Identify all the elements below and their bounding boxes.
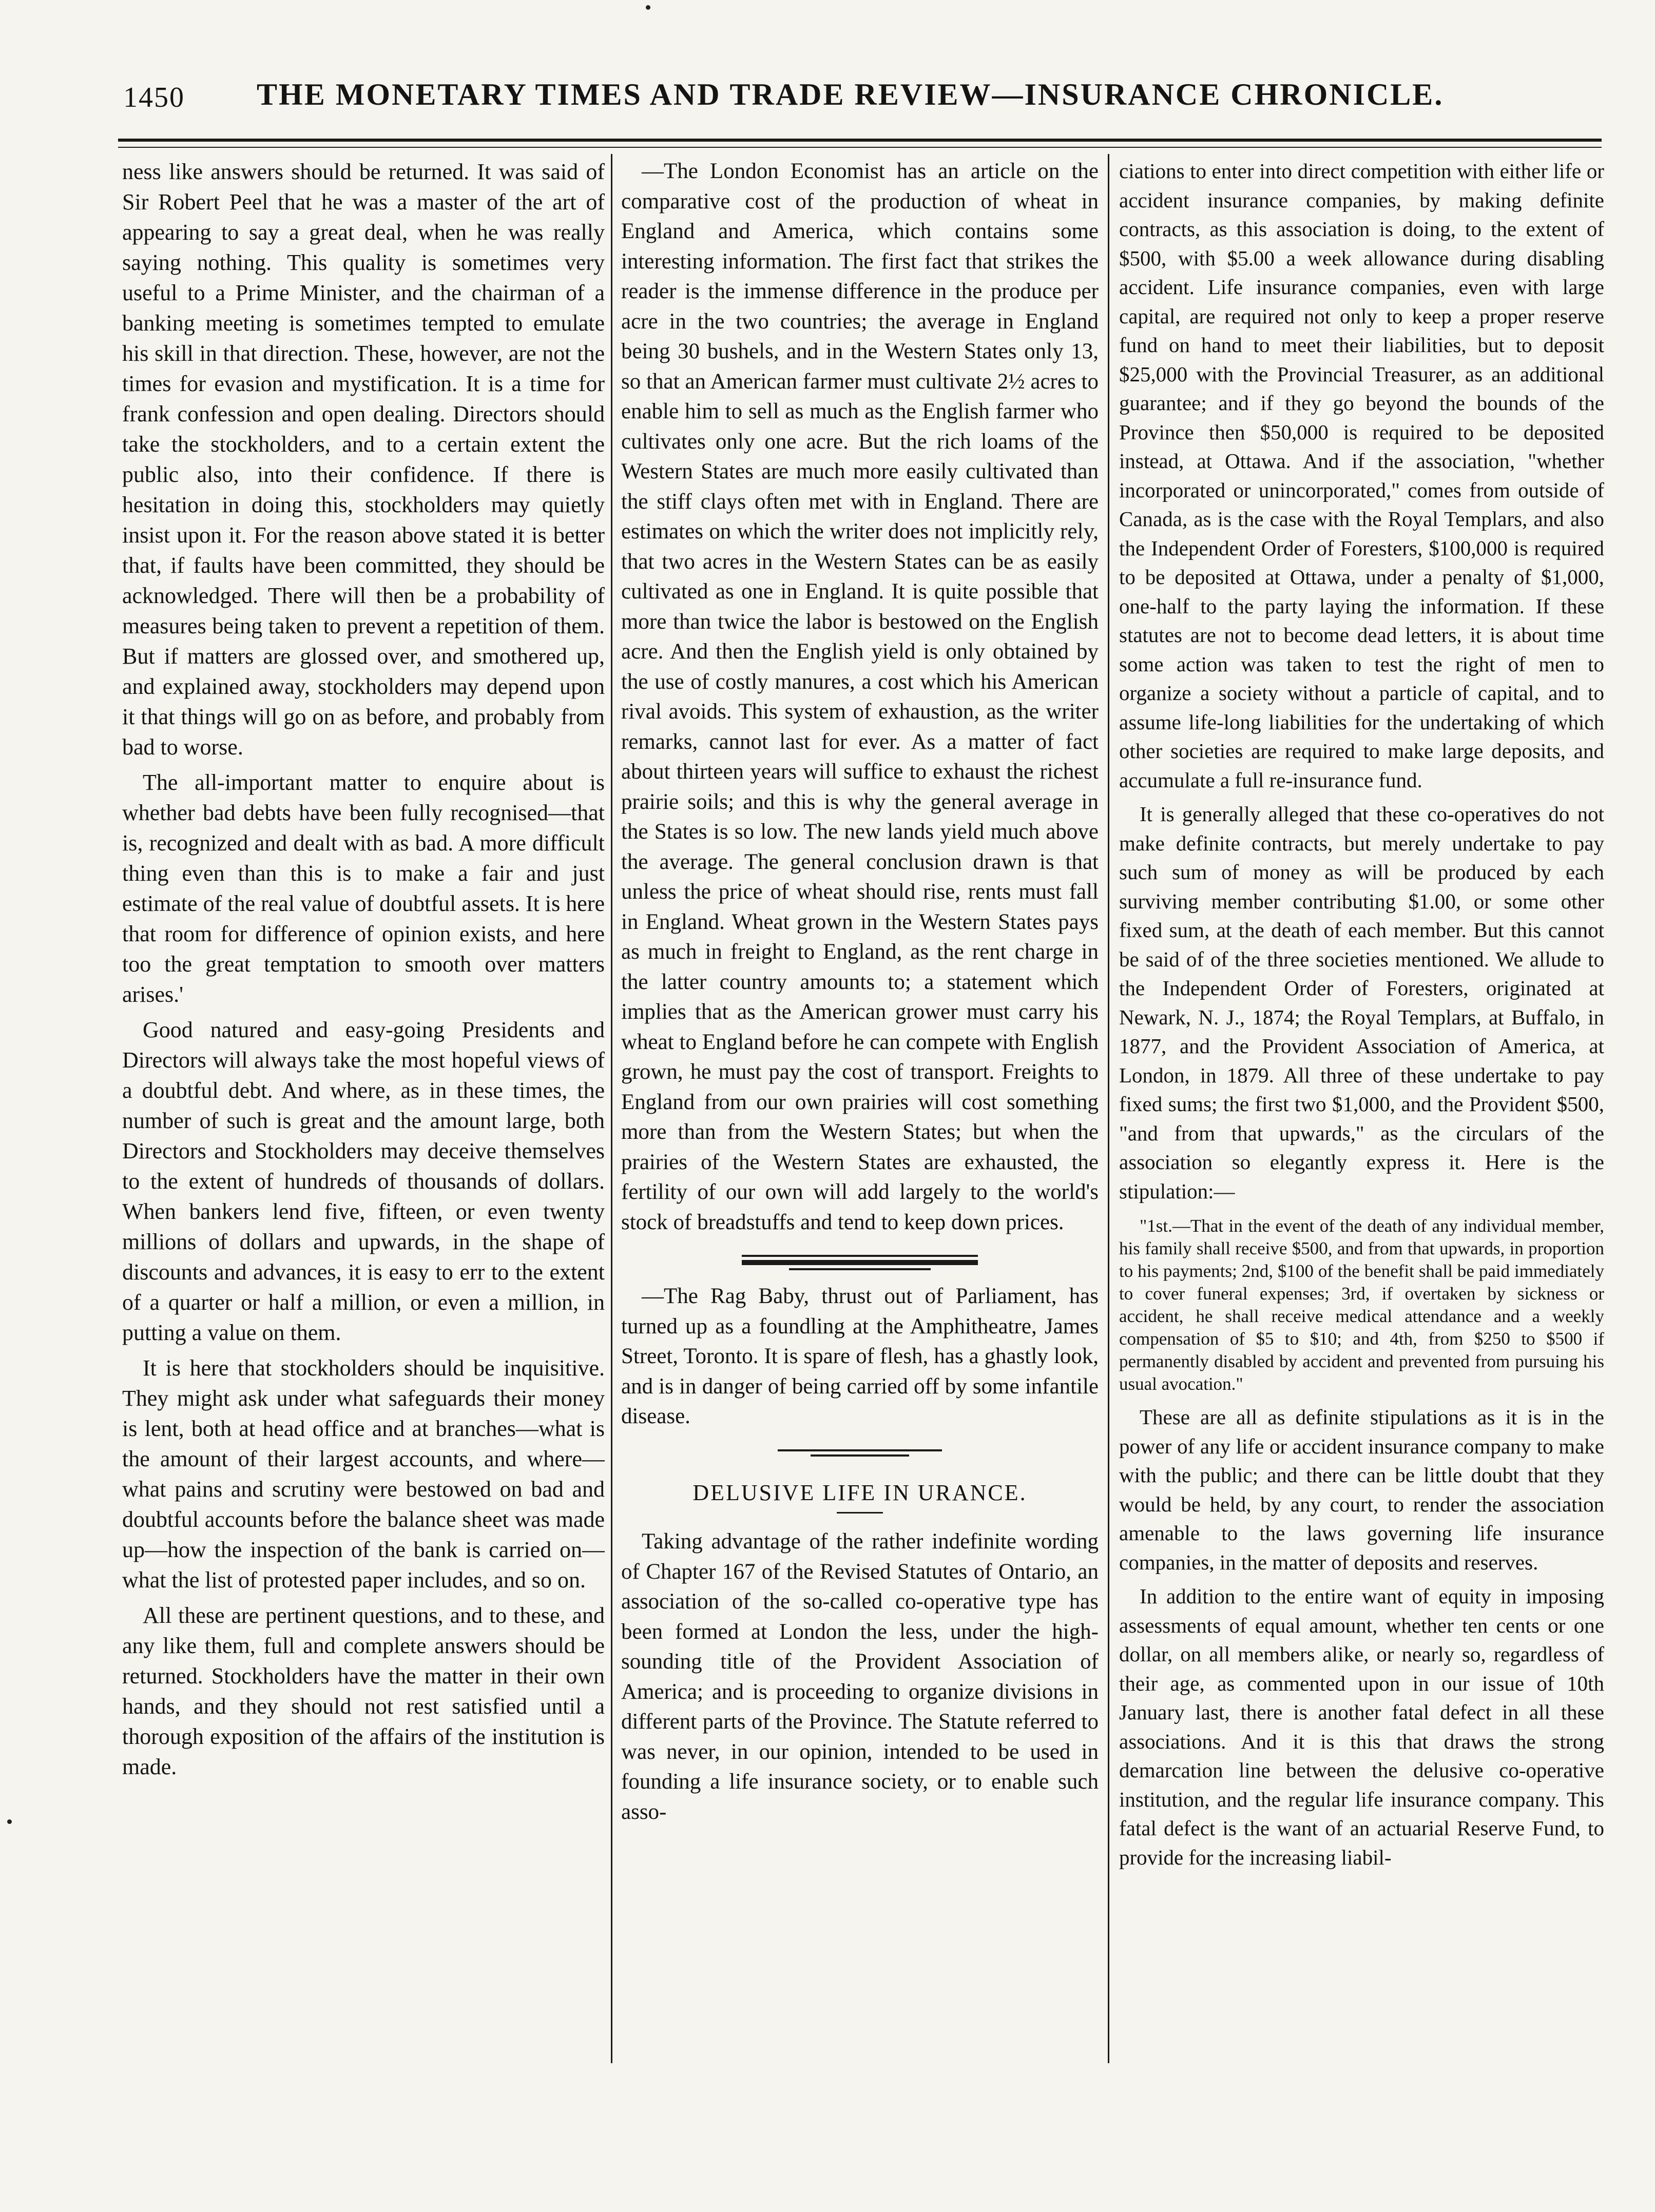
col1-paragraph-3: Good natured and easy-going Presidents and Directors will always take the most hopeful views of a doubtful debt. And where, as in these times, the number of such is great and the amount large, both Directors and Stockholders may deceive themselves to the extent of hundreds of thousands of dollars. When bankers lend five, fifteen, or even twenty millions of dollars and upwards, in the shape of discounts and advances, it is easy to err to the extent of a quarter or half a million, or even a million, in putting a value on them.	[122, 1017, 605, 1345]
header-rule-thin	[118, 147, 1602, 148]
col3-paragraph-4: In addition to the entire want of equity in imposing assessments of equal amount, whether ten cents or one dollar, on all members alike, or nearly so, regardless of their age, as commented upon in our issue of 10th January last, there is another fatal defect in all these associations. And it is this that draws the strong demarcation line between the delusive co-operative institution, and the regular life insurance company. This fatal defect is the want of an actuarial Reserve Fund, to provide for the increasing liabil-	[1119, 1584, 1604, 1869]
col1-paragraph-5: All these are pertinent questions, and to these, and any like them, full and complete answers should be returned. Stockholders have the matter in their own hands, and they should not rest satisfied until a thorough exposition of the affairs of the institution is made.	[122, 1603, 605, 1779]
heading-rule	[837, 1512, 883, 1514]
header-rule-thick	[118, 139, 1602, 142]
col3-paragraph-3: These are all as definite stipulations as it is in the power of any life or accident insurance company to make with the public; and there can be little doubt that they would be held, by any court, to render the association amenable to the laws governing life insurance companies, in the matter of deposits and reserves.	[1119, 1405, 1604, 1574]
col2-paragraph-1: —The London Economist has an article on the comparative cost of the production of wheat in England and America, which contains some interesting information. The first fact that strikes the reader is the immense difference in the produce per acre in the two countries; the average in England being 30 bushels, and in the Western States only 13, so that an American farmer must cultivate 2½ acres to enable him to sell as much as the English farmer who cultivates only one acre. But the rich loams of the Western States are much more easily cultivated than the stiff clays often met with in England. There are estimates on which the writer does not implicitly rely, that two acres in the Western States can be as easily cultivated as one in England. It is quite possible that more than twice the labor is bestowed on the English acre. And then the English yield is only obtained by the use of costly manures, a cost which his American rival avoids. This system of exhaustion, as the writer remarks, cannot last for ever. As a matter of fact about thirteen years will suffice to exhaust the richest prairie soils; and this is why the general average in the States is so low. The new lands yield much above the average. The general conclusion drawn is that unless the price of wheat should rise, rents must fall in England. Wheat grown in the Western States pays as much in freight to England, as the rent charge in the latter country amounts to; a statement which implies that as the American grower must carry his wheat to England before he can compete with English grown, he must pay the cost of transport. Freights to England from our own prairies will cost something more than from the Western States; but when the prairies of the Western States are exhausted, the fertility of our own will add largely to the world's stock of breadstuffs and tend to keep down prices.	[621, 159, 1099, 1234]
col3-paragraph-1: ciations to enter into direct competition with either life or accident insurance companies, by making definite contracts, as this association is doing, to the extent of $500, with $5.00 a week allowance during disabling accident. Life insurance companies, even with large capital, are required not only to keep a proper reserve fund on hand to meet their liabilities, but to deposit $25,000 with the Provincial Treasurer, as an additional guarantee; and if they go beyond the bounds of the Province then $50,000 is required to be deposited instead, at Ottawa. And if the association, "whether incorporated or unincorporated," comes from outside of Canada, as is the case with the Royal Templars, and also the Independent Order of Foresters, $100,000 is required to be deposited at Ottawa, under a penalty of $1,000, one-half to the party laying the information. If these statutes are not to become dead letters, it is about time some action was taken to test the right of men to organize a society without a particle of capital, and to assume life-long liabilities for the undertaking of which other societies are required to make large deposits, and accumulate a full re-insurance fund.	[1119, 159, 1604, 792]
column-3	[1119, 157, 1604, 2071]
col1-paragraph-2: The all-important matter to enquire about is whether bad debts have been fully recognised—that is, recognized and dealt with as bad. A more difficult thing even than this is to make a fair and just estimate of the real value of doubtful assets. It is here that room for difference of opinion exists, and here too the great temptation to smooth over matters arises.'	[122, 770, 605, 1007]
col1-paragraph-1: ness like answers should be returned. It was said of Sir Robert Peel that he was a master of the art of appearing to say a great deal, when he was really saying nothing. This quality is sometimes very useful to a Prime Minister, and the chairman of a banking meeting is sometimes tempted to emulate his skill in that direction. These, however, are not the times for evasion and mystification. It is a time for frank confession and open dealing. Directors should take the stockholders, and to a certain extent the public also, into their confidence. If there is hesitation in doing this, stockholders may quietly insist upon it. For the reason above stated it is better that, if faults have been committed, they should be acknowledged. There will then be a probability of measures being taken to prevent a repetition of them. But if matters are glossed over, and smothered up, and explained away, stockholders may depend upon it that things will go on as before, and probably from bad to worse.	[122, 159, 605, 760]
column-1	[122, 157, 605, 2071]
column-2	[621, 157, 1099, 2071]
col3-paragraph-2: It is generally alleged that these co-operatives do not make definite contracts, but merely undertake to pay such sum of money as will be produced by each surviving member contributing $1.00, or some other fixed sum, at the death of each member. But this cannot be said of of the three societies mentioned. We allude to the Independent Order of Foresters, originated at Newark, N. J., 1874; the Royal Templars, at Buffalo, in 1877, and the Provident Association of America, at London, in 1879. All three of these undertake to pay fixed sums; the first two $1,000, and the Provident $500, "and from that upwards," as the circulars of the association so elegantly express it. Here is the stipulation:—	[1119, 802, 1604, 1203]
ink-speck-top	[646, 5, 650, 10]
ornamental-divider	[742, 1255, 978, 1270]
col3-quotation: "1st.—That in the event of the death of any individual member, his family shall receive $500, and from that upwards, in proportion to his payments; 2nd, $100 of the benefit shall be paid immediately to cover funeral expenses; 3rd, if overtaken by sickness or accident, he shall receive medical attendance and a weekly compensation of $5 to $10; and 4th, from $250 to $500 if permanently disabled by accident and prevented from pursuing his usual avocation."	[1119, 1216, 1604, 1394]
col1-paragraph-4: It is here that stockholders should be inquisitive. They might ask under what safeguards their money is lent, both at head office and at branches—what is the amount of their largest accounts, and where—what pains and scrutiny were bestowed on bad and doubtful accounts before the balance sheet was made up—how the inspection of the bank is carried on—what the list of protested paper includes, and so on.	[122, 1355, 605, 1593]
col2-paragraph-2: —The Rag Baby, thrust out of Parliament, has turned up as a foundling at the Amphitheatre, James Street, Toronto. It is spare of flesh, has a ghastly look, and is in danger of being carried off by some infantile disease.	[621, 1284, 1099, 1428]
page-header	[123, 77, 1596, 133]
column-rule-1	[611, 154, 612, 2063]
col2-paragraph-3: Taking advantage of the rather indefinite wording of Chapter 167 of the Revised Statutes of Ontario, an association of the so-called co-operative type has been formed at London the less, under the high-sounding title of the Provident Association of America; and is proceeding to organize divisions in different parts of the Province. The Statute referred to was never, in our opinion, intended to be used in founding a life insurance society, or to enable such asso-	[621, 1529, 1099, 1824]
ornamental-divider-2	[778, 1449, 942, 1457]
page-number: 1450	[123, 82, 185, 113]
section-heading: DELUSIVE LIFE IN URANCE.	[692, 1480, 1027, 1505]
running-title: THE MONETARY TIMES AND TRADE REVIEW—INSURANCE CHRONICLE.	[257, 77, 1444, 111]
column-rule-2	[1108, 154, 1109, 2063]
ink-speck-left	[7, 1819, 12, 1824]
